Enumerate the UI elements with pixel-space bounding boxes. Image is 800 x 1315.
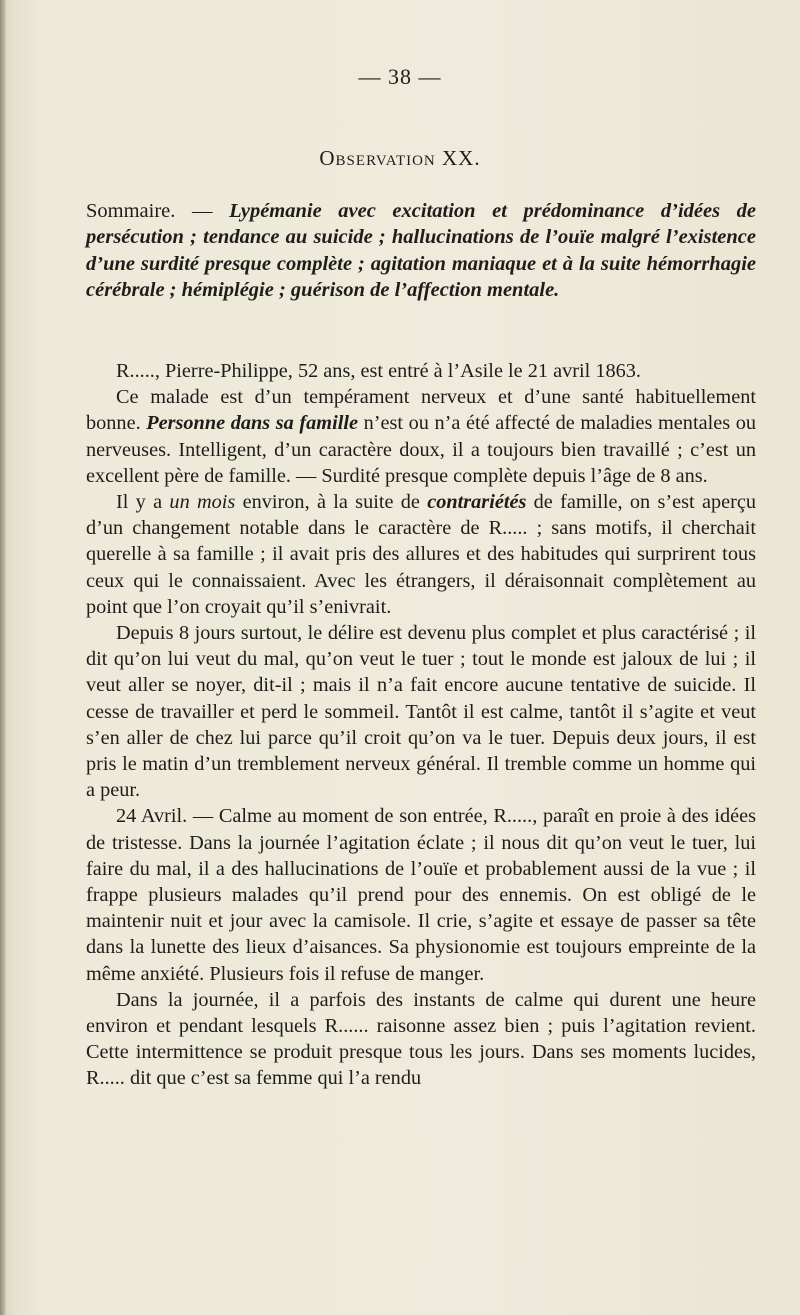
- paragraph-3-emphasis-2: contrariétés: [427, 491, 527, 514]
- paragraph-3-part-a: Il y a: [116, 491, 170, 514]
- paragraph-2-part-a: Ce malade est d’un tempérament nerveux et d’une santé habituellement bonne.: [86, 386, 756, 435]
- paragraph-5: 24 Avril. — Calme au moment de son entrée, R....., paraît en proie à des idées de tristesse. Dans la journée l’agitation éclate ; il nous dit qu’on veut le tuer, lui faire du mal, il a des hallucinations de l’ouïe et probablement aussi de la vue ; il frappe plusieurs malades qu’il prend pour des ennemis. On est obligé de le maintenir nuit et jour avec la camisole. Il crie, s’agite et essaye de passer sa tête dans la lunette des lieux d’aisances. Sa physionomie est toujours empreinte de la même anxiété. Plusieurs fois il refuse de manger.: [86, 805, 756, 985]
- paragraph-2: [86, 384, 756, 489]
- page-number: — 38 —: [358, 64, 442, 89]
- paragraph-4: Depuis 8 jours surtout, le délire est devenu plus complet et plus caractérisé ; il dit qu’on lui veut du mal, qu’on veut le tuer ; tout le monde est jaloux de lui ; il veut aller se noyer, dit-il ; mais il n’a fait encore aucune tentative de suicide. Il cesse de travailler et perd le sommeil. Tantôt il est calme, tantôt il s’agite et veut s’en aller de chez lui parce qu’il croit qu’on va le tuer. Depuis deux jours, il est pris le matin d’un tremblement nerveux général. Il tremble comme un homme qui a peur.: [86, 622, 756, 802]
- paragraph-3-part-c: de famille, on s’est aperçu d’un changement notable dans le caractère de R..... ; sans motifs, il cherchait querelle à sa famille ; il avait pris des allures et des habitudes qui surprirent tous ceux qui le connaissaient. Avec les étrangers, il déraisonnait complètement au point que l’on croyait qu’il s’enivrait.: [86, 491, 757, 618]
- paragraph-1: R....., Pierre-Philippe, 52 ans, est entré à l’Asile le 21 avril 1863.: [116, 360, 641, 382]
- paragraph-2-emphasis: Personne dans sa famille: [146, 412, 358, 435]
- observation-title: Observation XX.: [319, 146, 481, 170]
- paragraph-3-emphasis-1: un mois: [169, 491, 236, 514]
- summary-label: Sommaire. —: [86, 200, 230, 222]
- summary: [86, 198, 756, 303]
- paragraph-6: Dans la journée, il a parfois des instants de calme qui durent une heure environ et pendant lesquels R...... raisonne assez bien ; puis l’agitation revient. Cette intermittence se produit presque tous les jours. Dans ses moments lucides, R..... dit que c’est sa femme qui l’a rendu: [86, 988, 756, 1090]
- body-text: [86, 358, 756, 1092]
- binding-edge: [0, 0, 6, 1315]
- paragraph-2-part-b: n’est ou n’a été affecté de maladies mentales ou nerveuses. Intelligent, d’un caractère doux, il a toujours bien travaillé ; c’est un excellent père de famille. — Surdité presque complète depuis l’âge de 8 ans.: [86, 412, 756, 487]
- summary-text: Lypémanie avec excitation et prédominance d’idées de persécution ; tendance au suicide ; hallucinations de l’ouïe malgré l’existence d’une surdité presque complète ; agitation maniaque et à la suite hémorrhagie cérébrale ; hémiplégie ; guérison de l’affection mentale.: [86, 200, 757, 301]
- paragraph-3-part-b: environ, à la suite de: [235, 491, 428, 514]
- paragraph-3: [86, 489, 756, 620]
